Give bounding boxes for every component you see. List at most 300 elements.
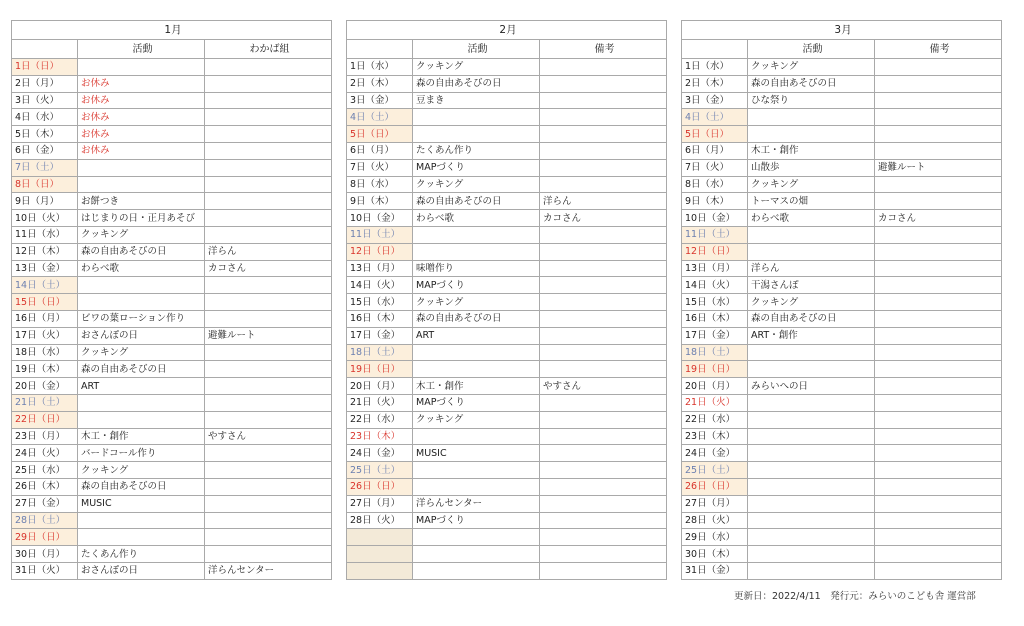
activity-cell bbox=[78, 277, 205, 294]
table-row bbox=[347, 512, 667, 529]
table-row bbox=[12, 327, 332, 344]
date-cell: 10日（金） bbox=[347, 210, 413, 227]
march-schedule-table bbox=[681, 20, 1002, 580]
date-cell: 18日（土） bbox=[347, 344, 413, 361]
activity-cell bbox=[413, 226, 540, 243]
date-cell: 2日（木） bbox=[347, 75, 413, 92]
date-cell: 24日（金） bbox=[347, 445, 413, 462]
activity-cell: 洋らんセンター bbox=[413, 495, 540, 512]
table-row bbox=[682, 260, 1002, 277]
activity-cell bbox=[748, 411, 875, 428]
date-cell: 28日（火） bbox=[347, 512, 413, 529]
date-cell: 28日（火） bbox=[682, 512, 748, 529]
january-schedule-table bbox=[11, 20, 332, 580]
note-cell bbox=[540, 361, 667, 378]
table-row bbox=[12, 176, 332, 193]
activity-cell: わらべ歌 bbox=[78, 260, 205, 277]
table-row bbox=[682, 193, 1002, 210]
note-cell: 避難ルート bbox=[875, 159, 1002, 176]
activity-cell bbox=[748, 344, 875, 361]
note-cell bbox=[540, 327, 667, 344]
note-cell bbox=[540, 159, 667, 176]
date-cell: 17日（火） bbox=[12, 327, 78, 344]
note-cell: カコさん bbox=[875, 210, 1002, 227]
note-cell bbox=[875, 142, 1002, 159]
activity-cell: ビワの葉ローション作り bbox=[78, 310, 205, 327]
note-cell: 洋らん bbox=[540, 193, 667, 210]
date-cell: 24日（金） bbox=[682, 445, 748, 462]
date-cell: 2日（木） bbox=[682, 75, 748, 92]
table-row bbox=[12, 378, 332, 395]
note-cell bbox=[205, 512, 332, 529]
note-cell bbox=[875, 126, 1002, 143]
note-cell bbox=[540, 546, 667, 563]
date-cell: 29日（日） bbox=[12, 529, 78, 546]
date-cell: 4日（水） bbox=[12, 109, 78, 126]
table-row bbox=[682, 394, 1002, 411]
activity-cell: クッキング bbox=[78, 226, 205, 243]
note-cell bbox=[540, 294, 667, 311]
date-cell: 31日（火） bbox=[12, 562, 78, 579]
activity-cell bbox=[413, 462, 540, 479]
table-row bbox=[12, 310, 332, 327]
month-title: 2月 bbox=[347, 21, 667, 40]
date-cell: 3日（金） bbox=[682, 92, 748, 109]
activity-cell: みらいへの日 bbox=[748, 378, 875, 395]
table-row bbox=[347, 411, 667, 428]
activity-cell: クッキング bbox=[78, 344, 205, 361]
date-cell: 1日（日） bbox=[12, 59, 78, 76]
activity-cell: クッキング bbox=[748, 176, 875, 193]
note-cell bbox=[540, 260, 667, 277]
table-row bbox=[12, 512, 332, 529]
note-cell bbox=[875, 546, 1002, 563]
note-cell: カコさん bbox=[540, 210, 667, 227]
note-header: 備考 bbox=[540, 40, 667, 59]
note-cell bbox=[540, 59, 667, 76]
activity-cell: 森の自由あそびの日 bbox=[78, 478, 205, 495]
table-row bbox=[682, 378, 1002, 395]
date-cell: 12日（日） bbox=[347, 243, 413, 260]
note-cell bbox=[205, 59, 332, 76]
date-cell bbox=[347, 562, 413, 579]
date-cell: 23日（月） bbox=[12, 428, 78, 445]
table-row bbox=[12, 344, 332, 361]
activity-cell bbox=[748, 361, 875, 378]
date-cell: 25日（土） bbox=[682, 462, 748, 479]
date-cell: 15日（水） bbox=[682, 294, 748, 311]
date-cell: 14日（火） bbox=[347, 277, 413, 294]
activity-cell: 木工・創作 bbox=[78, 428, 205, 445]
activity-cell: ひな祭り bbox=[748, 92, 875, 109]
date-cell: 3日（金） bbox=[347, 92, 413, 109]
note-cell bbox=[875, 462, 1002, 479]
activity-cell: クッキング bbox=[413, 176, 540, 193]
activity-cell: MAPづくり bbox=[413, 394, 540, 411]
activity-cell bbox=[413, 562, 540, 579]
activity-cell bbox=[748, 394, 875, 411]
date-cell: 30日（木） bbox=[682, 546, 748, 563]
date-cell: 15日（水） bbox=[347, 294, 413, 311]
note-cell: 洋らんセンター bbox=[205, 562, 332, 579]
note-cell bbox=[205, 226, 332, 243]
table-row bbox=[347, 142, 667, 159]
date-cell: 10日（火） bbox=[12, 210, 78, 227]
activity-cell: はじまりの日・正月あそび bbox=[78, 210, 205, 227]
note-cell bbox=[205, 445, 332, 462]
activity-cell: クッキング bbox=[78, 462, 205, 479]
activity-cell: お休み bbox=[78, 92, 205, 109]
table-row bbox=[12, 126, 332, 143]
date-cell: 8日（水） bbox=[682, 176, 748, 193]
note-cell bbox=[540, 562, 667, 579]
table-row bbox=[682, 445, 1002, 462]
activity-cell: MUSIC bbox=[78, 495, 205, 512]
activity-cell: クッキング bbox=[748, 59, 875, 76]
table-row bbox=[682, 126, 1002, 143]
table-row bbox=[347, 92, 667, 109]
table-row bbox=[12, 428, 332, 445]
activity-cell bbox=[78, 176, 205, 193]
table-row bbox=[682, 462, 1002, 479]
note-cell bbox=[875, 428, 1002, 445]
activity-cell: お餅つき bbox=[78, 193, 205, 210]
note-cell bbox=[205, 126, 332, 143]
note-cell bbox=[540, 226, 667, 243]
note-cell bbox=[540, 92, 667, 109]
activity-cell: 木工・創作 bbox=[748, 142, 875, 159]
date-cell: 26日（木） bbox=[12, 478, 78, 495]
note-cell bbox=[875, 109, 1002, 126]
date-cell: 31日（金） bbox=[682, 562, 748, 579]
table-row bbox=[347, 109, 667, 126]
note-cell bbox=[875, 361, 1002, 378]
activity-cell: クッキング bbox=[413, 411, 540, 428]
date-cell: 29日（水） bbox=[682, 529, 748, 546]
table-row bbox=[682, 361, 1002, 378]
table-row bbox=[682, 495, 1002, 512]
date-cell: 26日（日） bbox=[347, 478, 413, 495]
table-row bbox=[347, 243, 667, 260]
note-cell bbox=[540, 344, 667, 361]
table-row bbox=[12, 294, 332, 311]
note-cell bbox=[540, 126, 667, 143]
date-cell: 24日（火） bbox=[12, 445, 78, 462]
note-cell bbox=[205, 344, 332, 361]
update-info: 更新日：2022/4/11 発行元：みらいのこども舎 運営部 bbox=[734, 591, 976, 602]
note-cell bbox=[875, 495, 1002, 512]
table-row bbox=[347, 126, 667, 143]
note-cell bbox=[540, 310, 667, 327]
table-row bbox=[347, 529, 667, 546]
activity-cell: 洋らん bbox=[748, 260, 875, 277]
date-cell: 9日（木） bbox=[347, 193, 413, 210]
note-cell bbox=[875, 344, 1002, 361]
activity-cell: 森の自由あそびの日 bbox=[413, 75, 540, 92]
activity-cell bbox=[748, 546, 875, 563]
note-cell bbox=[875, 327, 1002, 344]
activity-cell bbox=[78, 411, 205, 428]
date-cell: 14日（火） bbox=[682, 277, 748, 294]
date-cell: 2日（月） bbox=[12, 75, 78, 92]
activity-cell bbox=[748, 529, 875, 546]
date-cell: 4日（土） bbox=[347, 109, 413, 126]
note-cell bbox=[875, 562, 1002, 579]
date-cell: 9日（月） bbox=[12, 193, 78, 210]
activity-cell bbox=[413, 361, 540, 378]
table-row bbox=[347, 277, 667, 294]
note-cell bbox=[205, 361, 332, 378]
note-cell bbox=[875, 294, 1002, 311]
date-cell bbox=[347, 546, 413, 563]
table-row bbox=[682, 310, 1002, 327]
table-row bbox=[12, 226, 332, 243]
activity-cell: わらべ歌 bbox=[748, 210, 875, 227]
table-row bbox=[347, 344, 667, 361]
activity-cell bbox=[413, 243, 540, 260]
activity-cell bbox=[413, 478, 540, 495]
note-cell bbox=[875, 378, 1002, 395]
activity-cell bbox=[78, 159, 205, 176]
note-cell bbox=[205, 529, 332, 546]
date-cell: 15日（日） bbox=[12, 294, 78, 311]
table-row bbox=[12, 109, 332, 126]
activity-cell: 森の自由あそびの日 bbox=[413, 310, 540, 327]
activity-cell: たくあん作り bbox=[413, 142, 540, 159]
activity-cell: お休み bbox=[78, 109, 205, 126]
activity-cell: MAPづくり bbox=[413, 512, 540, 529]
table-row bbox=[682, 109, 1002, 126]
note-cell bbox=[205, 210, 332, 227]
date-cell: 27日（月） bbox=[347, 495, 413, 512]
table-row bbox=[682, 176, 1002, 193]
note-cell bbox=[540, 445, 667, 462]
activity-cell bbox=[78, 529, 205, 546]
date-cell: 13日（月） bbox=[682, 260, 748, 277]
date-cell: 17日（金） bbox=[347, 327, 413, 344]
activity-cell bbox=[748, 478, 875, 495]
activity-cell: 森の自由あそびの日 bbox=[78, 243, 205, 260]
date-cell: 25日（土） bbox=[347, 462, 413, 479]
date-cell: 16日（木） bbox=[347, 310, 413, 327]
note-cell bbox=[540, 394, 667, 411]
table-row bbox=[347, 210, 667, 227]
date-cell: 20日（月） bbox=[347, 378, 413, 395]
table-row bbox=[682, 344, 1002, 361]
note-cell bbox=[205, 495, 332, 512]
note-cell bbox=[875, 512, 1002, 529]
table-row bbox=[682, 512, 1002, 529]
table-row bbox=[347, 294, 667, 311]
activity-cell: 干潟さんぽ bbox=[748, 277, 875, 294]
table-row bbox=[347, 75, 667, 92]
note-cell bbox=[205, 411, 332, 428]
table-row bbox=[12, 361, 332, 378]
note-cell bbox=[540, 142, 667, 159]
table-row bbox=[682, 327, 1002, 344]
table-row bbox=[682, 159, 1002, 176]
table-row bbox=[347, 159, 667, 176]
note-cell bbox=[205, 462, 332, 479]
table-row bbox=[682, 277, 1002, 294]
note-cell bbox=[205, 546, 332, 563]
date-cell: 14日（土） bbox=[12, 277, 78, 294]
table-row bbox=[682, 428, 1002, 445]
date-cell: 4日（土） bbox=[682, 109, 748, 126]
date-cell: 26日（日） bbox=[682, 478, 748, 495]
table-row bbox=[12, 59, 332, 76]
date-cell: 20日（金） bbox=[12, 378, 78, 395]
table-row bbox=[12, 210, 332, 227]
date-cell: 7日（火） bbox=[347, 159, 413, 176]
note-cell bbox=[540, 462, 667, 479]
note-cell bbox=[205, 109, 332, 126]
table-row bbox=[12, 92, 332, 109]
table-row bbox=[347, 462, 667, 479]
table-row bbox=[347, 361, 667, 378]
month-rows bbox=[12, 59, 332, 580]
date-cell: 1日（水） bbox=[682, 59, 748, 76]
date-cell: 21日（火） bbox=[347, 394, 413, 411]
note-cell bbox=[875, 260, 1002, 277]
date-cell: 18日（水） bbox=[12, 344, 78, 361]
activity-cell: たくあん作り bbox=[78, 546, 205, 563]
date-cell: 3日（火） bbox=[12, 92, 78, 109]
month-rows bbox=[682, 59, 1002, 580]
note-cell: やすさん bbox=[205, 428, 332, 445]
note-cell bbox=[205, 75, 332, 92]
table-row bbox=[682, 226, 1002, 243]
activity-cell bbox=[413, 529, 540, 546]
activity-cell: クッキング bbox=[748, 294, 875, 311]
note-cell bbox=[875, 59, 1002, 76]
table-row bbox=[347, 310, 667, 327]
note-cell bbox=[540, 75, 667, 92]
note-cell bbox=[205, 378, 332, 395]
table-row bbox=[12, 529, 332, 546]
date-header bbox=[682, 40, 748, 59]
activity-cell bbox=[78, 294, 205, 311]
activity-cell: お休み bbox=[78, 142, 205, 159]
date-cell: 12日（日） bbox=[682, 243, 748, 260]
activity-cell bbox=[748, 243, 875, 260]
activity-cell bbox=[748, 109, 875, 126]
table-row bbox=[12, 546, 332, 563]
note-cell bbox=[540, 478, 667, 495]
activity-cell bbox=[413, 109, 540, 126]
table-row bbox=[347, 394, 667, 411]
date-cell: 6日（月） bbox=[682, 142, 748, 159]
table-row bbox=[682, 142, 1002, 159]
note-cell bbox=[875, 529, 1002, 546]
activity-cell bbox=[413, 428, 540, 445]
activity-cell bbox=[413, 344, 540, 361]
date-cell: 6日（金） bbox=[12, 142, 78, 159]
date-cell: 22日（水） bbox=[682, 411, 748, 428]
table-row bbox=[347, 546, 667, 563]
note-cell bbox=[875, 394, 1002, 411]
activity-cell: MAPづくり bbox=[413, 159, 540, 176]
note-header: わかば組 bbox=[205, 40, 332, 59]
date-cell: 25日（水） bbox=[12, 462, 78, 479]
table-row bbox=[347, 176, 667, 193]
date-cell: 16日（木） bbox=[682, 310, 748, 327]
note-cell: やすさん bbox=[540, 378, 667, 395]
table-row bbox=[347, 378, 667, 395]
table-row bbox=[682, 478, 1002, 495]
table-row bbox=[347, 193, 667, 210]
note-cell bbox=[540, 512, 667, 529]
date-cell: 5日（日） bbox=[347, 126, 413, 143]
note-cell bbox=[540, 243, 667, 260]
date-cell: 23日（木） bbox=[682, 428, 748, 445]
note-cell bbox=[875, 478, 1002, 495]
note-cell bbox=[205, 277, 332, 294]
note-cell bbox=[875, 277, 1002, 294]
activity-cell: 豆まき bbox=[413, 92, 540, 109]
table-row bbox=[682, 92, 1002, 109]
date-cell: 11日（水） bbox=[12, 226, 78, 243]
note-cell bbox=[205, 159, 332, 176]
note-cell: 避難ルート bbox=[205, 327, 332, 344]
note-cell bbox=[205, 310, 332, 327]
activity-cell bbox=[413, 546, 540, 563]
note-cell bbox=[875, 176, 1002, 193]
activity-cell: お休み bbox=[78, 75, 205, 92]
note-cell bbox=[540, 277, 667, 294]
activity-header: 活動 bbox=[413, 40, 540, 59]
activity-header: 活動 bbox=[78, 40, 205, 59]
activity-cell: わらべ歌 bbox=[413, 210, 540, 227]
table-row bbox=[347, 478, 667, 495]
table-row bbox=[347, 428, 667, 445]
note-cell bbox=[205, 478, 332, 495]
table-row bbox=[682, 529, 1002, 546]
date-cell: 27日（月） bbox=[682, 495, 748, 512]
note-cell bbox=[875, 445, 1002, 462]
table-row bbox=[12, 411, 332, 428]
activity-cell: 森の自由あそびの日 bbox=[748, 75, 875, 92]
activity-cell: トーマスの畑 bbox=[748, 193, 875, 210]
activity-cell: おさんぽの日 bbox=[78, 327, 205, 344]
activity-cell: お休み bbox=[78, 126, 205, 143]
note-cell bbox=[540, 109, 667, 126]
note-cell bbox=[540, 411, 667, 428]
note-cell bbox=[205, 92, 332, 109]
note-header: 備考 bbox=[875, 40, 1002, 59]
date-cell: 7日（火） bbox=[682, 159, 748, 176]
activity-cell bbox=[748, 428, 875, 445]
table-row bbox=[12, 260, 332, 277]
note-cell bbox=[205, 142, 332, 159]
note-cell bbox=[540, 428, 667, 445]
date-header bbox=[12, 40, 78, 59]
note-cell bbox=[540, 495, 667, 512]
activity-header: 活動 bbox=[748, 40, 875, 59]
date-cell: 13日（月） bbox=[347, 260, 413, 277]
table-row bbox=[12, 495, 332, 512]
date-cell: 11日（土） bbox=[682, 226, 748, 243]
activity-cell: 木工・創作 bbox=[413, 378, 540, 395]
activity-cell: ART bbox=[413, 327, 540, 344]
date-cell: 5日（木） bbox=[12, 126, 78, 143]
date-cell: 19日（日） bbox=[682, 361, 748, 378]
table-row bbox=[12, 243, 332, 260]
date-cell: 27日（金） bbox=[12, 495, 78, 512]
date-cell: 17日（金） bbox=[682, 327, 748, 344]
table-row bbox=[347, 226, 667, 243]
date-cell: 1日（水） bbox=[347, 59, 413, 76]
